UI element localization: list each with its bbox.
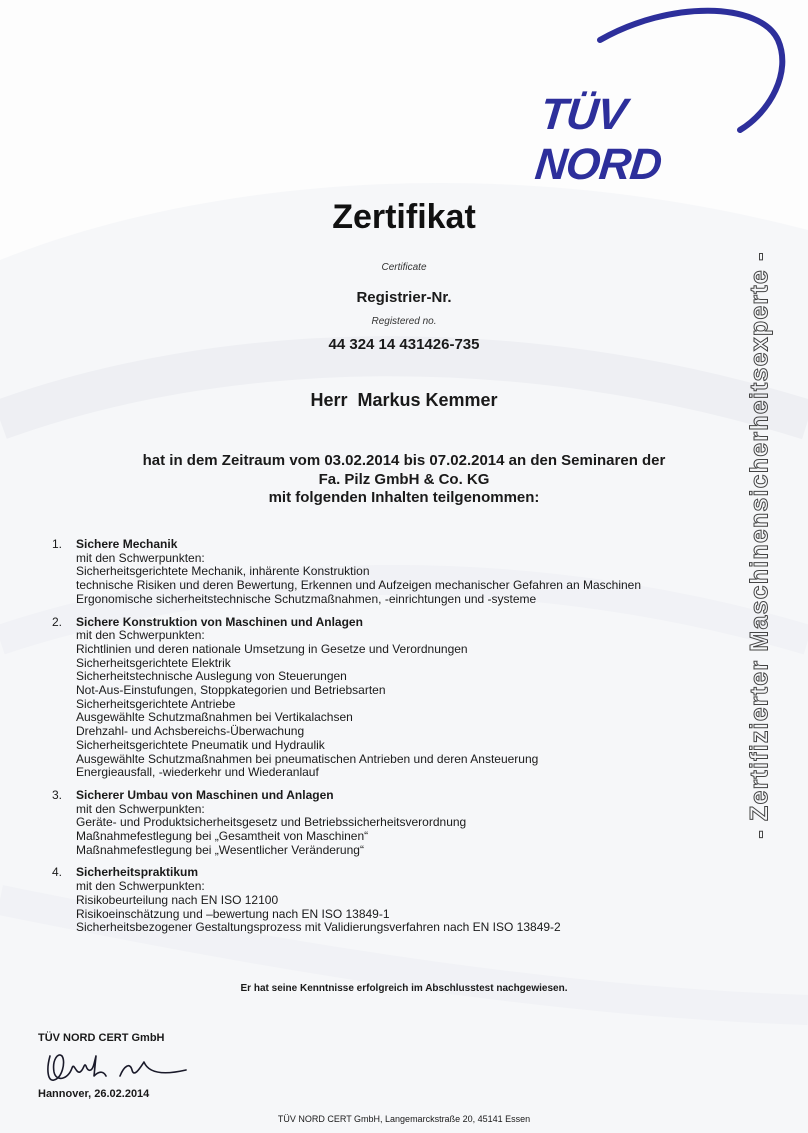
registration-label: Registrier-Nr.: [356, 289, 452, 306]
seminar-item-line: Drehzahl- und Achsbereichs-Überwachung: [76, 724, 305, 739]
recipient-name: Herr Markus Kemmer: [310, 390, 498, 410]
seminar-item-line: Risikobeurteilung nach EN ISO 12100: [76, 892, 279, 907]
certificate-title: Zertifikat: [332, 198, 476, 236]
seminar-item-line: Not-Aus-Einstufungen, Stoppkategorien und Betriebsarten: [76, 683, 386, 698]
registration-number: 44 324 14 431426-735: [328, 336, 480, 353]
seminar-item-line: Risikoeinschätzung und –bewertung nach EN ISO 13849-1: [76, 906, 390, 921]
place-and-date: Hannover, 26.02.2014: [38, 1088, 150, 1100]
registration-label-en: Registered no.: [371, 316, 437, 327]
seminar-item-number: 4.: [52, 865, 63, 880]
seminar-item: [52, 789, 732, 858]
seminar-item-number: 3.: [52, 787, 63, 802]
seminar-item-line: Ergonomische sicherheitstechnische Schutzmaßnahmen, -einrichtungen und -systeme: [76, 591, 537, 606]
seminar-item-number: 1.: [52, 537, 63, 551]
seminar-item-number: 2.: [52, 614, 63, 629]
seminar-item: [52, 538, 732, 607]
seminar-item-line: Richtlinien und deren nationale Umsetzung in Gesetze und Verordnungen: [76, 641, 468, 656]
certificate-title-en: Certificate: [381, 262, 427, 273]
seminar-item-title: Sicherer Umbau von Maschinen und Anlagen: [76, 787, 334, 802]
seminar-item-title: Sicherheitspraktikum: [76, 865, 199, 880]
seminar-item: [52, 616, 732, 780]
seminar-item-line: Maßnahmefestlegung bei „Wesentlicher Veränderung“: [76, 842, 364, 857]
intro-text: [0, 452, 808, 508]
seminar-item-line: Sicherheitsgerichtete Elektrik: [76, 655, 231, 670]
seminar-item-line: Sicherheitsgerichtete Antriebe: [76, 696, 236, 711]
seminar-item-line: Sicherheitsgerichtete Pneumatik und Hydraulik: [76, 737, 325, 752]
seminar-item-line: Energieausfall, -wiederkehr und Wiederanlauf: [76, 765, 319, 780]
seminar-item-line: mit den Schwerpunkten:: [76, 628, 205, 643]
seminar-item-line: technische Risiken und deren Bewertung, Erkennen und Aufzeigen mechanischer Gefahren an Maschinen: [76, 578, 642, 593]
seminar-item-line: mit den Schwerpunkten:: [76, 550, 205, 565]
seminar-item-line: Maßnahmefestlegung bei „Gesamtheit von Maschinen“: [76, 829, 369, 844]
seminar-item-line: mit den Schwerpunkten:: [76, 879, 205, 894]
signature-icon: [40, 1042, 200, 1090]
seminar-item-body: [76, 866, 732, 935]
footer-address: TÜV NORD CERT GmbH, Langemarckstraße 20, 45141 Essen: [277, 1114, 531, 1124]
seminar-item-body: [76, 616, 732, 780]
seminar-item-body: [76, 789, 732, 858]
seminar-item: [52, 866, 732, 935]
seminar-item-line: Ausgewählte Schutzmaßnahmen bei pneumatischen Antrieben und deren Ansteuerung: [76, 751, 539, 766]
intro-line-2: Fa. Pilz GmbH & Co. KG: [318, 470, 490, 488]
seminar-item-line: Sicherheitstechnische Auslegung von Steuerungen: [76, 669, 347, 684]
seminar-item-line: mit den Schwerpunkten:: [76, 801, 205, 816]
seminar-list: [52, 538, 732, 944]
seminar-item-line: Sicherheitsbezogener Gestaltungsprozess mit Validierungsverfahren nach EN ISO 13849-2: [76, 920, 561, 935]
issuer-name: TÜV NORD CERT GmbH: [38, 1032, 165, 1044]
sidebar-title: - Zertifizierter Maschinensicherheitsexperte -: [745, 251, 774, 839]
intro-line-1: hat in dem Zeitraum vom 03.02.2014 bis 07.02.2014 an den Seminaren der: [142, 452, 666, 469]
intro-line-3: mit folgenden Inhalten teilgenommen:: [268, 489, 540, 506]
seminar-item-body: [76, 538, 732, 607]
vertical-sidebar: [745, 165, 774, 925]
seminar-item-line: Sicherheitsgerichtete Mechanik, inhärente Konstruktion: [76, 564, 370, 579]
closing-statement: Er hat seine Kenntnisse erfolgreich im Abschlusstest nachgewiesen.: [240, 983, 568, 994]
seminar-item-title: Sichere Mechanik: [76, 537, 178, 551]
seminar-item-title: Sichere Konstruktion von Maschinen und Anlagen: [76, 614, 363, 629]
tuv-nord-logo: TÜV NORD: [532, 90, 664, 189]
seminar-item-line: Geräte- und Produktsicherheitsgesetz und Betriebssicherheitsverordnung: [76, 815, 467, 830]
seminar-item-line: Ausgewählte Schutzmaßnahmen bei Vertikalachsen: [76, 710, 353, 725]
